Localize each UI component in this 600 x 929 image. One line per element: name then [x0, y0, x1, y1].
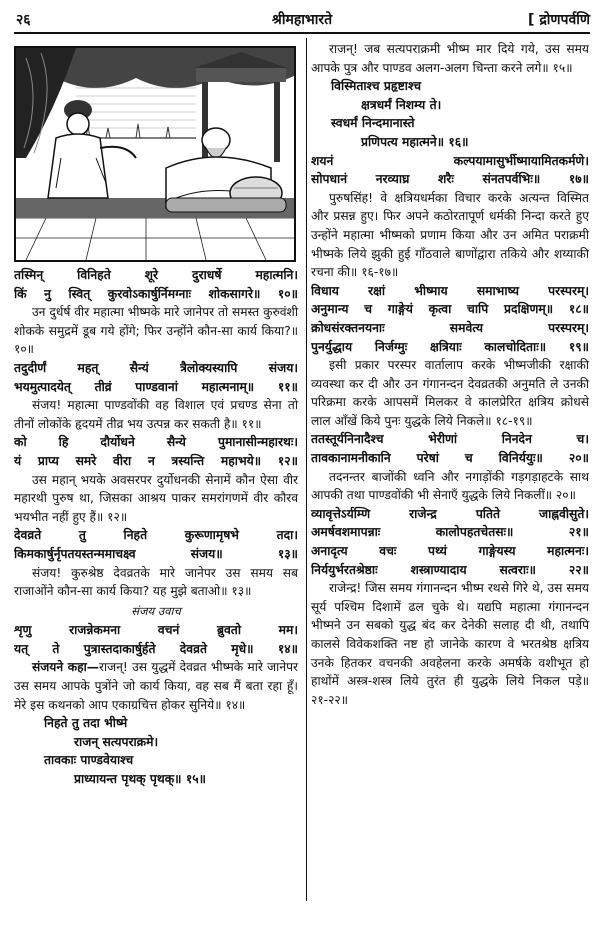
verse-10 — [14, 266, 298, 303]
verse-line: विस्मिताश्च प्रहृष्टाश्च — [331, 79, 422, 94]
verse-line: निहते तु तदा भीष्मे — [44, 716, 128, 731]
translation-20: तदनन्तर बाजोंकी ध्वनि और नगाड़ोंकी गड़गड़ाहटके साथ आपकी तथा पाण्डवोंकी भी सेनाएँ युद्धके लिये निकलीं॥ २०॥ — [311, 469, 589, 503]
verse-12 — [14, 433, 298, 470]
verse-line: तदुदीर्णं महत् सैन्यं त्रैलोक्यस्यापि संजय। — [14, 360, 298, 375]
verse-15 — [14, 714, 298, 788]
verse-line: यत् ते पुत्रास्तदाकार्षुर्हते देवव्रते मृधे॥ १४॥ — [14, 641, 298, 656]
column-divider — [306, 38, 307, 901]
translation-11: संजय! महात्मा पाण्डवोंकी वह विशाल एवं प्रचण्ड सेना तो तीनों लोकोंके हृदयमें तीव्र भय उत्पन्न कर सकती है॥ ११॥ — [14, 398, 298, 431]
verse-line: तावकाः पाण्डवेयाश्च — [44, 753, 134, 768]
verse-line: निर्ययुर्भरतश्रेष्ठाः शस्त्राण्यादाय सत्वराः॥ २२॥ — [311, 562, 589, 577]
translation-14-text: राजन्! उस युद्धमें देवव्रत भीष्मके मारे जानेपर उस समय आपके पुत्रोंने जो कार्य किया, वह सब मैं बता रहा हूँ। मेरे इस कथनको आप एकाग्रचित्त होकर सुनिये॥ १४॥ — [14, 660, 298, 712]
verse-16 — [311, 77, 589, 151]
verse-line: स्वधर्मं निन्दमानास्ते — [331, 116, 415, 131]
verse-17 — [311, 152, 589, 189]
section-title: [ द्रोणपर्वणि — [528, 12, 590, 28]
verse-line: प्रणिपत्य महात्मने॥ १६॥ — [361, 134, 469, 149]
verse-11 — [14, 359, 298, 396]
illustration-sanjaya-dhritarashtra — [14, 46, 296, 262]
verse-21 — [311, 505, 589, 542]
translation-10: उन दुर्धर्ष वीर महात्मा भीष्मके मारे जानेपर तो समस्त कुरुवंशी शोकके समुद्रमें डूब गये होंगे; फिर उन्होंने कौन-सा कार्य किया?॥ १०॥ — [14, 305, 298, 357]
verse-line: तस्मिन् विनिहते शूरे दुराधर्षे महात्मनि। — [14, 268, 298, 282]
verse-line: प्राध्यायन्त पृथक् पृथक्॥ १५॥ — [74, 772, 206, 787]
verse-line: यं प्राप्य समरे वीरा न त्रस्यन्ति महाभये॥ १२॥ — [14, 453, 298, 468]
verse-line: अनादृत्य वचः पथ्यं गाङ्गेयस्य महात्मनः। — [311, 544, 589, 559]
verse-line: अनुमान्य च गाङ्गेयं कृत्वा चापि प्रदक्षिणम्॥ १८॥ — [311, 302, 589, 317]
translation-18-19: इसी प्रकार परस्पर वार्तालाप करके भीष्मजीकी रक्षाकी व्यवस्था कर दी और उन गंगानन्दन देवव्रतकी अनुमति ले उनकी परिक्रमा करके आपसमें मिलकर वे कालप्रेरित क्षत्रिय क्रोधसे लाल आँखें किये पुनः युद्धके लिये निकले॥ १८-१९॥ — [311, 358, 589, 428]
verse-line: अमर्षवशमापन्नाः कालोपहतचेतसः॥ २१॥ — [311, 525, 589, 540]
right-column — [311, 40, 589, 709]
verse-line: शयनं कल्पयामासुर्भीष्मायामितकर्मणे। — [311, 153, 589, 168]
verse-14 — [14, 621, 298, 658]
speaker-lead: संजयने कहा— — [32, 660, 99, 675]
page-header — [14, 4, 590, 34]
verse-line: किं नु स्वित् कुरवोऽकार्षुर्निमग्नाः शोकसागरे॥ १०॥ — [14, 286, 298, 301]
verse-line: ततस्तूर्यनिनादैश्च भेरीणां निनदेन च। — [311, 432, 589, 447]
verse-line: पुनर्युद्धाय निर्जग्मुः क्षत्रियाः कालचोदिताः॥ १९॥ — [311, 339, 589, 354]
translation-14 — [14, 658, 298, 714]
translation-13: संजय! कुरुश्रेष्ठ देवव्रतके मारे जानेपर उस समय सब राजाओंने कौन-सा कार्य किया? यह मुझे बताओ॥ १३॥ — [14, 565, 298, 599]
book-title: श्रीमहाभारते — [271, 12, 333, 28]
translation-16-17: पुरुषसिंह! वे क्षत्रियधर्मका विचार करके अत्यन्त विस्मित और प्रसन्न हुए। फिर अपने कठोरतापूर्ण धर्मकी निन्दा करते हुए उन्होंने महात्मा भीष्मको प्रणाम किया और उन अमित पराक्रमी भीष्मके लिये झुकी हुई गाँठवाले बाणोंद्वारा तकिये और शय्याकी रचना की॥ १६-१७॥ — [311, 190, 589, 280]
verse-line: क्षत्रधर्मं निशम्य ते। — [361, 97, 442, 112]
verse-line: क्रोधसंरक्तनयनाः समवेत्य परस्परम्। — [311, 320, 589, 335]
verse-line: सोपधानं नरव्याघ्र शरैः संनतपर्वभिः॥ १७॥ — [311, 172, 589, 187]
verse-line: किमकार्षुर्नृपतयस्तन्ममाचक्ष्व संजय॥ १३॥ — [14, 546, 298, 561]
verse-line: भयमुत्पादयेत् तीव्रं पाण्डवानां महात्मनाम्॥ ११॥ — [14, 379, 298, 394]
translation-21-22: राजेन्द्र! जिस समय गंगानन्दन भीष्म रथसे गिरे थे, उस समय सूर्य पश्चिम दिशामें ढल चुके थे। यद्यपि महात्मा गंगानन्दन भीष्मने उन सबको युद्ध बंद कर देनेकी सलाह दी थी, तथापि कालसे विवेकशक्ति नष्ट हो जानेके कारण वे भरतश्रेष्ठ क्षत्रिय उनके हितकर वचनकी अवहेलना करके अमर्षके वशीभूत हो हाथोंमें अस्त्र-शस्त्र लिये तुरंत ही युद्धके लिये निकल पड़े॥ २१-२२॥ — [311, 581, 589, 707]
verse-13 — [14, 526, 298, 563]
verse-line: तावकानामनीकानि परेषां च विनिर्ययुः॥ २०॥ — [311, 451, 589, 466]
verse-line: शृणु राजन्नेकमना वचनं ब्रुवतो मम। — [14, 623, 298, 638]
illustration-drawing — [16, 48, 294, 260]
verse-line: व्यावृत्तेऽर्यम्णि राजेन्द्र पतिते जाह्नवीसुते। — [311, 506, 589, 521]
verse-18 — [311, 282, 589, 319]
speaker-heading: संजय उवाच — [131, 603, 181, 618]
translation-15: राजन्! जब सत्यपराक्रमी भीष्म मार दिये गये, उस समय आपके पुत्र और पाण्डव अलग-अलग चिन्ता करने लगे॥ १५॥ — [311, 42, 589, 75]
verse-20 — [311, 430, 589, 467]
verse-line: को हि दौर्योधने सैन्ये पुमानासीन्महारथः। — [14, 435, 298, 450]
verse-line: विधाय रक्षां भीष्माय समाभाष्य परस्परम्। — [311, 283, 589, 298]
translation-12: उस महान् भयके अवसरपर दुर्योधनकी सेनामें कौन ऐसा वीर महारथी पुरुष था, जिसका आश्रय पाकर समरांगणमें वीर कौरव भयभीत नहीं हुए हैं॥ १२॥ — [14, 472, 298, 524]
verse-line: राजन् सत्यपराक्रमे। — [74, 734, 159, 749]
verse-19 — [311, 319, 589, 356]
left-column — [14, 40, 298, 789]
page-number: २६ — [16, 12, 31, 28]
verse-22 — [311, 542, 589, 579]
verse-line: देवव्रते तु निहते कुरूणामृषभे तदा। — [14, 528, 298, 543]
